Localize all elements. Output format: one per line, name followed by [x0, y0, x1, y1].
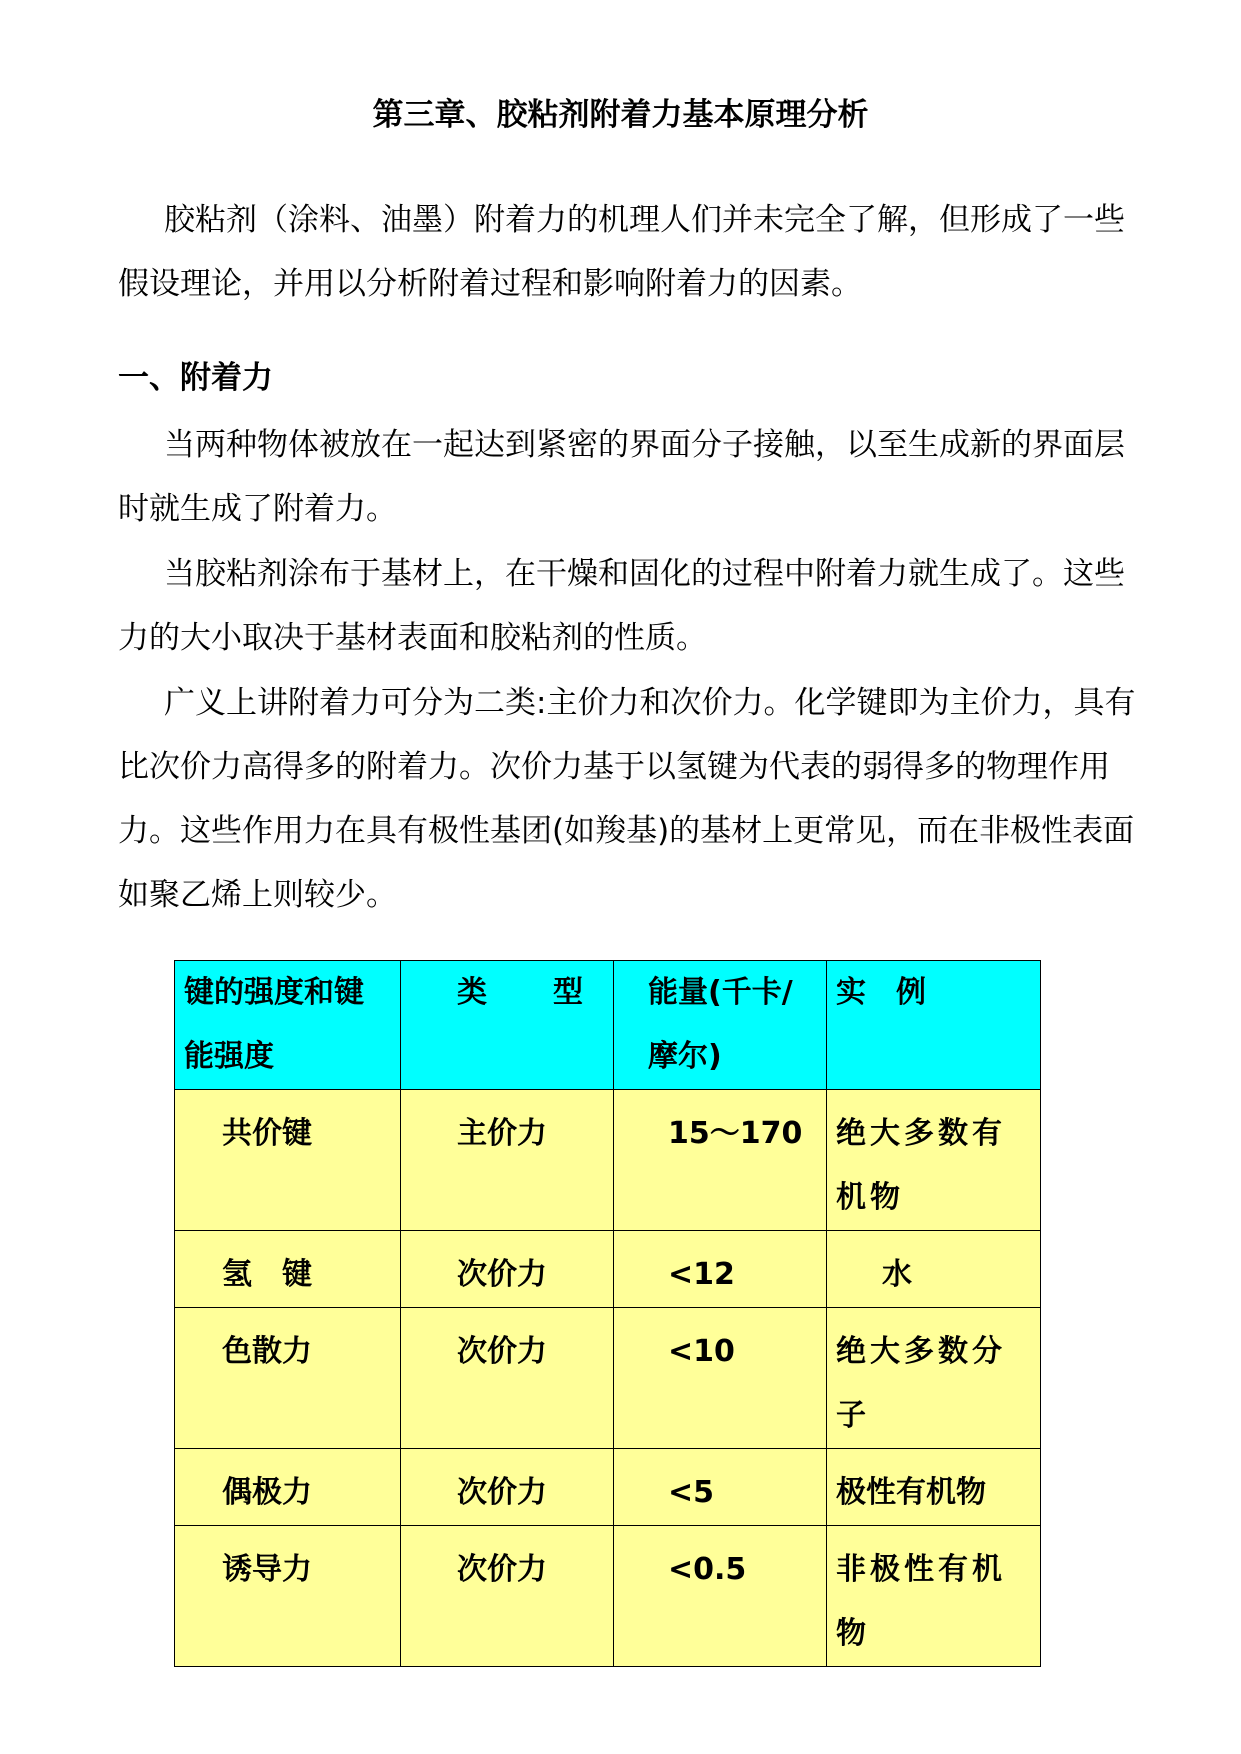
table-row — [175, 1090, 1041, 1231]
intro-paragraph — [118, 188, 1138, 316]
cell-energy: 15～170 — [614, 1090, 827, 1231]
section-heading: 一、附着力 — [118, 360, 273, 396]
paragraph-text: 当两种物体被放在一起达到紧密的界面分子接触，以至生成新的界面层时就生成了附着力。 — [118, 427, 1125, 527]
table-row — [175, 1231, 1041, 1308]
table-row — [175, 1308, 1041, 1449]
chapter-title: 第三章、胶粘剂附着力基本原理分析 — [372, 97, 869, 133]
table-row — [175, 1526, 1041, 1667]
cell-example: 绝大多数有机物 — [827, 1090, 1041, 1231]
cell-energy: <0.5 — [614, 1526, 827, 1667]
cell-bond: 偶极力 — [175, 1449, 401, 1526]
paragraph-text: 当胶粘剂涂布于基材上，在干燥和固化的过程中附着力就生成了。这些力的大小取决于基材表面和胶粘剂的性质。 — [118, 556, 1125, 656]
cell-bond: 色散力 — [175, 1308, 401, 1449]
paragraph-text: 广义上讲附着力可分为二类:主价力和次价力。化学键即为主价力，具有比次价力高得多的附着力。次价力基于以氢键为代表的弱得多的物理作用力。这些作用力在具有极性基团(如羧基)的基材上更常见，而在非极性表面如聚乙烯上则较少。 — [118, 685, 1136, 913]
cell-bond: 诱导力 — [175, 1526, 401, 1667]
cell-type: 次价力 — [401, 1308, 614, 1449]
cell-type: 次价力 — [401, 1449, 614, 1526]
header-bond-strength: 键的强度和键能强度 — [175, 961, 401, 1090]
table-row — [175, 1449, 1041, 1526]
body-paragraph — [118, 542, 1138, 670]
header-type — [401, 961, 614, 1090]
body-paragraph — [118, 671, 1138, 927]
body-paragraph — [118, 413, 1138, 541]
cell-example: 绝大多数分子 — [827, 1308, 1041, 1449]
header-energy: 能量(千卡/摩尔) — [614, 961, 827, 1090]
cell-bond: 共价键 — [175, 1090, 401, 1231]
cell-type: 主价力 — [401, 1090, 614, 1231]
bond-strength-table — [174, 960, 1041, 1667]
cell-energy: <10 — [614, 1308, 827, 1449]
cell-energy: <12 — [614, 1231, 827, 1308]
cell-bond: 氢 键 — [175, 1231, 401, 1308]
cell-energy: <5 — [614, 1449, 827, 1526]
cell-type: 次价力 — [401, 1526, 614, 1667]
cell-type: 次价力 — [401, 1231, 614, 1308]
header-example: 实 例 — [827, 961, 1041, 1090]
cell-example: 极性有机物 — [827, 1449, 1041, 1526]
header-type-text: 类 型 — [457, 975, 585, 1010]
cell-example: 非极性有机物 — [827, 1526, 1041, 1667]
intro-text: 胶粘剂（涂料、油墨）附着力的机理人们并未完全了解，但形成了一些假设理论，并用以分析附着过程和影响附着力的因素。 — [118, 202, 1125, 302]
table-header-row — [175, 961, 1041, 1090]
cell-example: 水 — [827, 1231, 1041, 1308]
